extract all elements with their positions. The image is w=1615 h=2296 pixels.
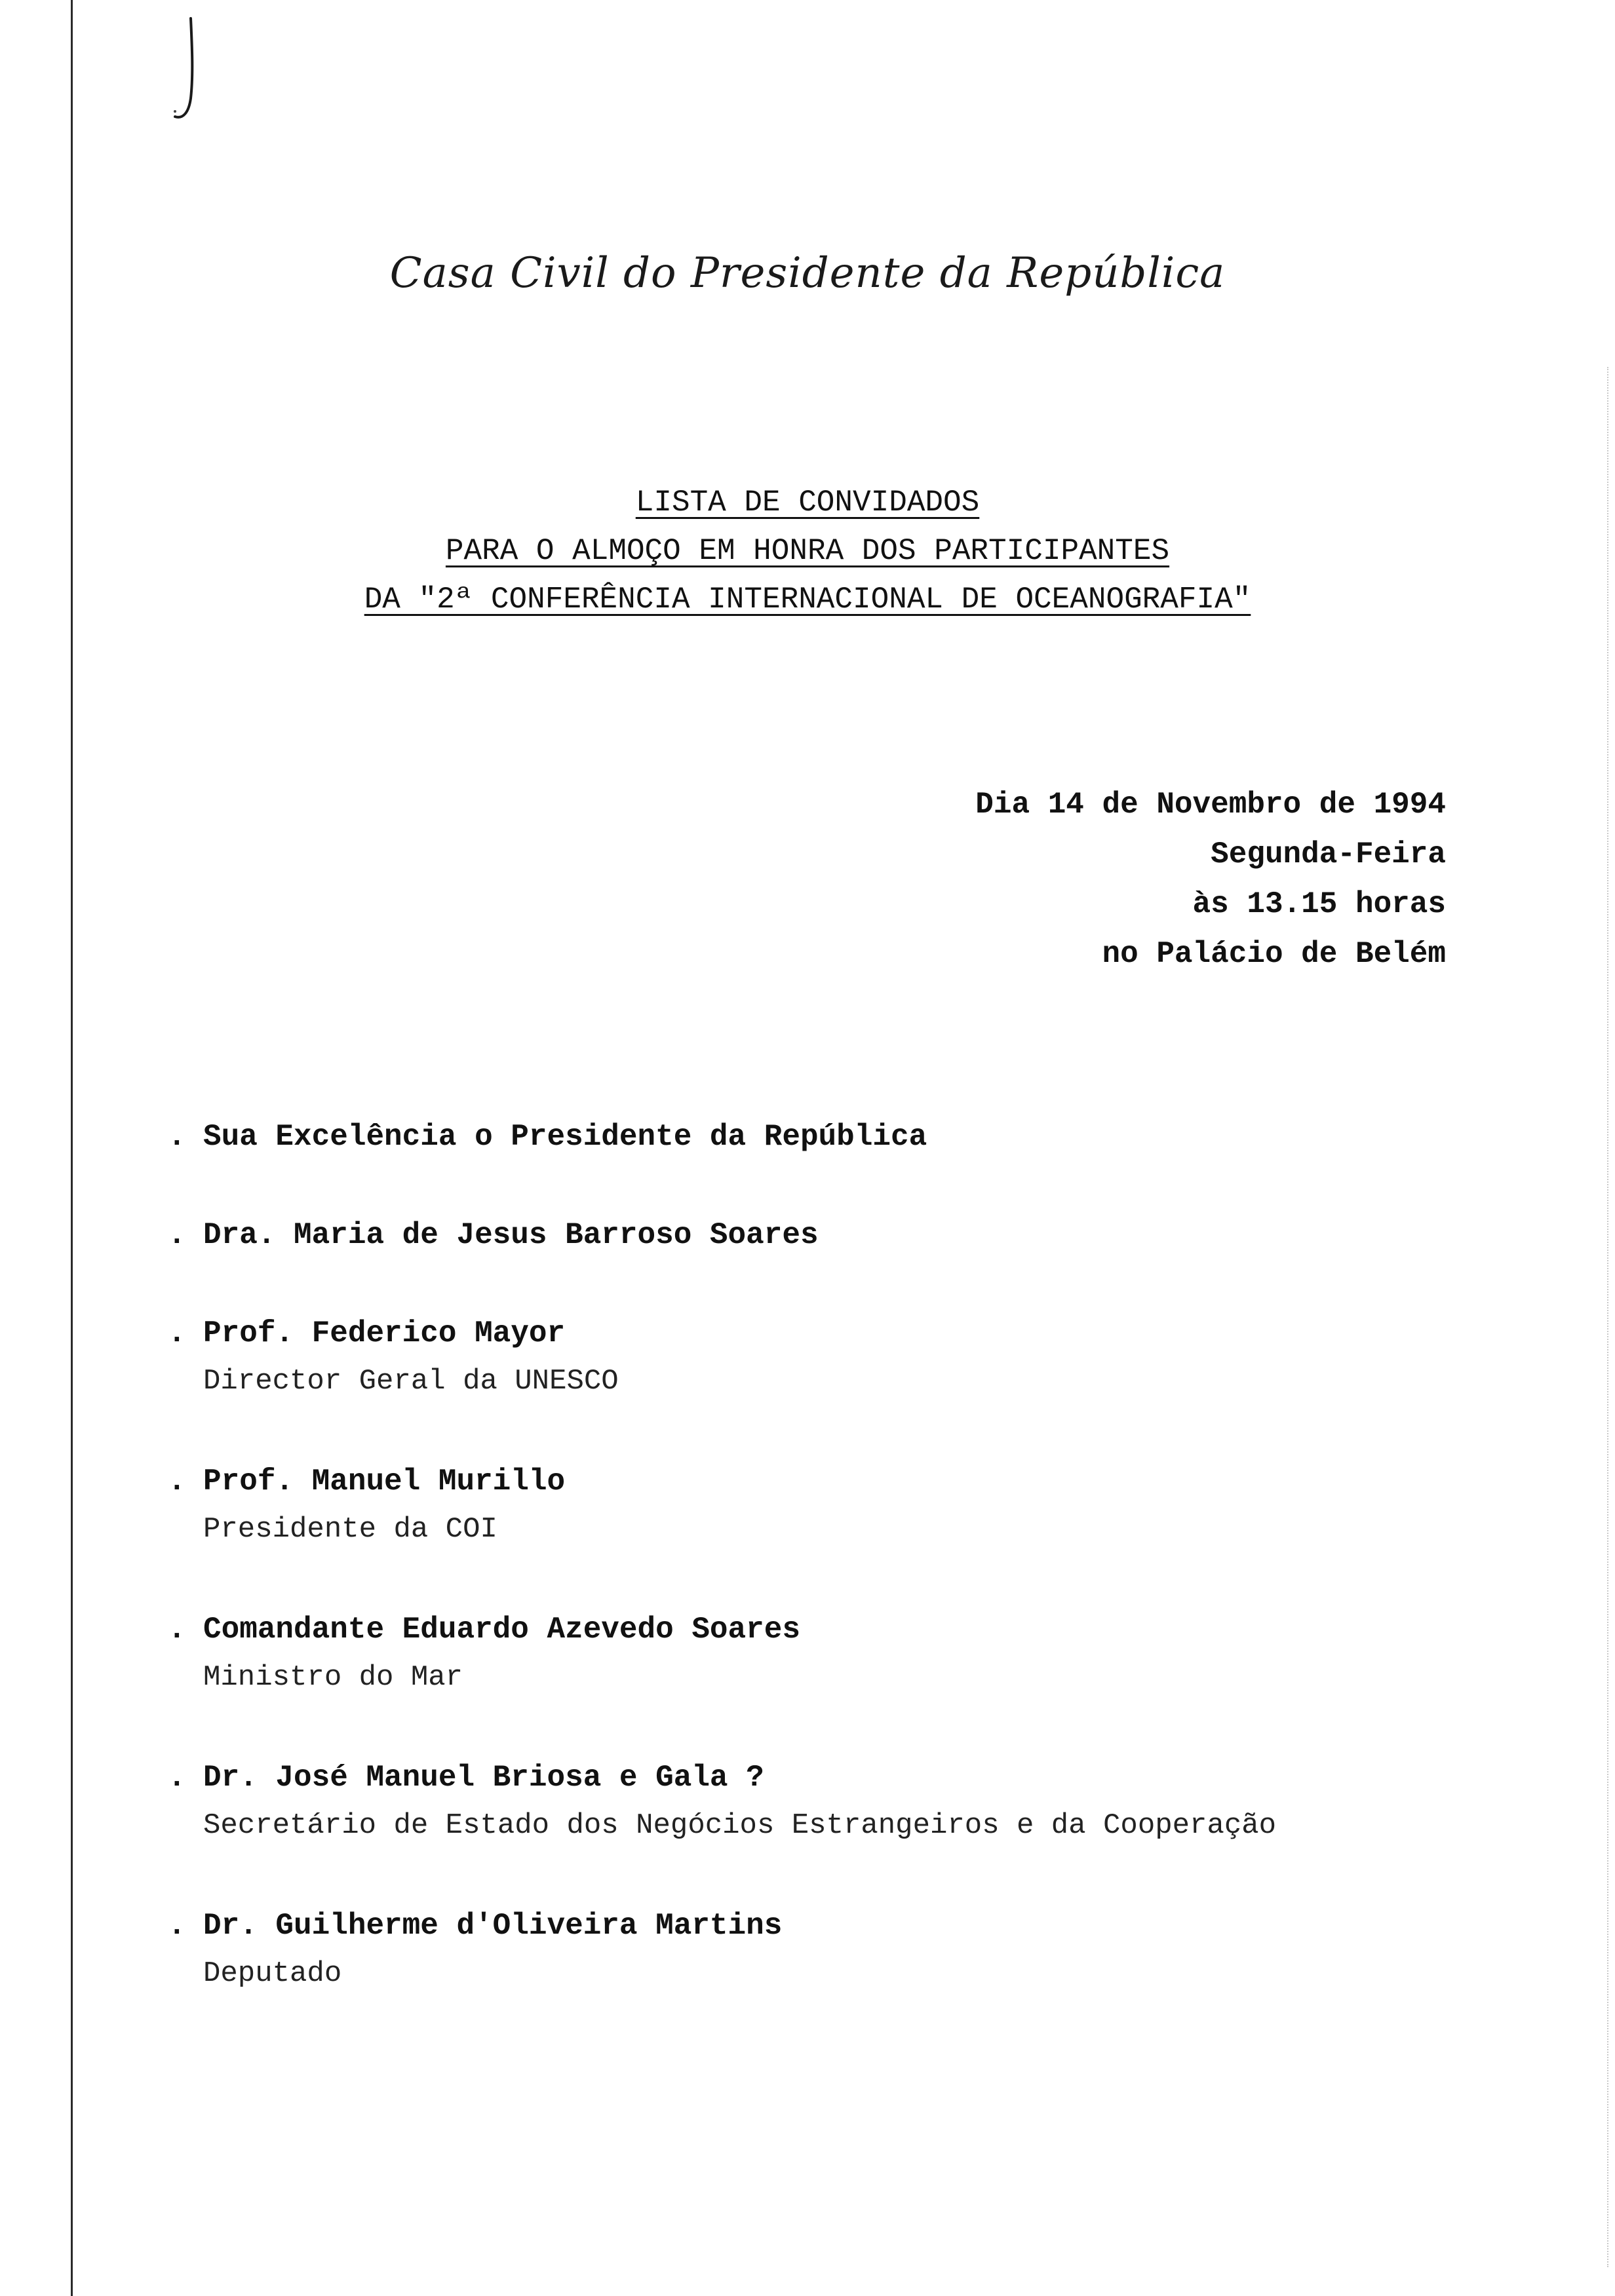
list-bullet: . <box>168 1218 186 1252</box>
guest-role: Presidente da COI <box>203 1513 497 1546</box>
guest-name: Prof. Manuel Murillo <box>203 1464 566 1499</box>
guest-role: Ministro do Mar <box>203 1661 463 1694</box>
list-bullet: . <box>168 1909 186 1943</box>
event-date: Dia 14 de Novembro de 1994 <box>975 788 1446 822</box>
list-item <box>163 1607 1572 1755</box>
guest-list <box>163 1114 1572 2051</box>
guest-name: Sua Excelência o Presidente da República <box>203 1120 927 1154</box>
document-title <box>0 478 1615 624</box>
list-bullet: . <box>168 1613 186 1647</box>
guest-name: Dr. José Manuel Briosa e Gala ? <box>203 1761 764 1795</box>
guest-name: Prof. Federico Mayor <box>203 1316 566 1350</box>
title-line-3: DA "2ª CONFERÊNCIA INTERNACIONAL DE OCEANOGRAFIA" <box>364 583 1251 617</box>
guest-role: Secretário de Estado dos Negócios Estrangeiros e da Cooperação <box>203 1809 1277 1842</box>
list-item <box>163 1212 1572 1311</box>
guest-name: Dr. Guilherme d'Oliveira Martins <box>203 1909 783 1943</box>
guest-name: Dra. Maria de Jesus Barroso Soares <box>203 1218 819 1252</box>
list-bullet: . <box>168 1464 186 1499</box>
guest-role: Director Geral da UNESCO <box>203 1365 619 1398</box>
handwritten-mark <box>167 13 206 124</box>
event-place: no Palácio de Belém <box>1102 937 1446 971</box>
list-item <box>163 1311 1572 1459</box>
title-line-2: PARA O ALMOÇO EM HONRA DOS PARTICIPANTES <box>445 534 1170 568</box>
list-item <box>163 1755 1572 1903</box>
guest-name: Comandante Eduardo Azevedo Soares <box>203 1613 800 1647</box>
list-item <box>163 1459 1572 1607</box>
guest-role: Deputado <box>203 1957 342 1990</box>
event-details <box>975 780 1446 979</box>
title-line-1: LISTA DE CONVIDADOS <box>635 486 980 520</box>
event-weekday: Segunda-Feira <box>1211 837 1446 871</box>
list-bullet: . <box>168 1761 186 1795</box>
scan-edge-right <box>1607 367 1610 2267</box>
letterhead: Casa Civil do Presidente da República <box>389 249 1226 297</box>
list-item <box>163 1903 1572 2051</box>
list-item <box>163 1114 1572 1212</box>
event-time: às 13.15 horas <box>1192 887 1446 921</box>
list-bullet: . <box>168 1316 186 1350</box>
list-bullet: . <box>168 1120 186 1154</box>
scan-edge-left <box>71 0 73 2296</box>
